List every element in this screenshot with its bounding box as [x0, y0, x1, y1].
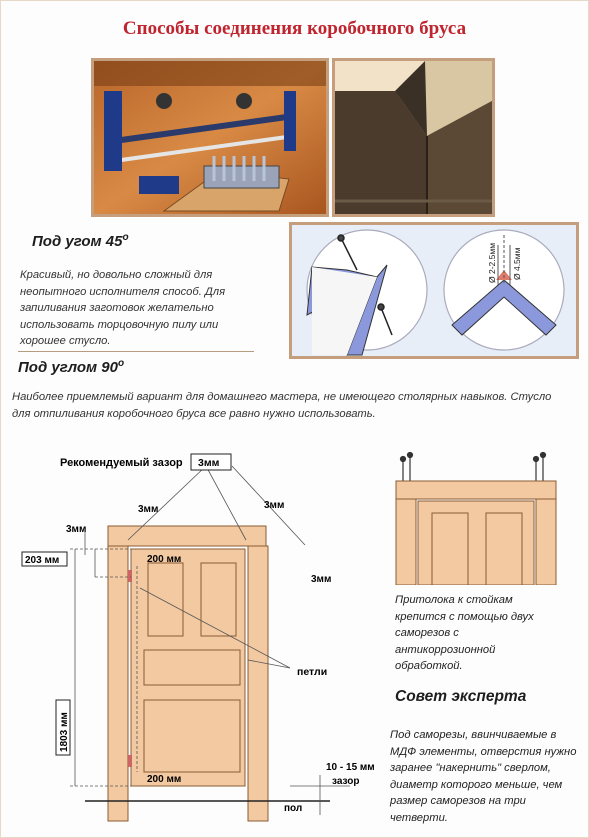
miter-saw-photo	[91, 58, 329, 217]
lintel-diagram	[388, 449, 558, 585]
floor-label: пол	[284, 803, 303, 814]
door-panel	[148, 563, 183, 636]
paragraph-45: Красивый, но довольно сложный для неопытного исполнителя способ. Для запиливания заготовок желательно использовать торцовочную пилу или хорошее стусло.	[20, 269, 226, 347]
lintel-note: Притолока к стойкам крепится с помощью двух саморезов с антикоррозионной обработкой.	[395, 594, 534, 672]
gap-top-left: 3мм	[138, 504, 159, 515]
screw-label-a: Ø 2-2.5мм	[487, 242, 497, 283]
gap-side-left: 3мм	[66, 524, 87, 535]
hinge	[128, 755, 132, 767]
dim-203: 203 мм	[25, 555, 60, 566]
heading-90-degree: о	[117, 358, 125, 369]
door-diagram	[0, 440, 390, 838]
expert-heading: Совет эксперта	[395, 688, 527, 705]
lintel-bar	[396, 481, 556, 499]
gap-top-right: 3мм	[264, 500, 285, 511]
hinge	[128, 570, 132, 582]
corner-45-photo	[332, 58, 495, 217]
door-panel	[144, 700, 240, 772]
heading-45-text: Под угом 45	[32, 233, 123, 250]
heading-45-degree: о	[122, 232, 129, 243]
hinges-label: петли	[297, 666, 328, 678]
screw-label-b: Ø 4.5мм	[512, 247, 522, 280]
expert-text: Под саморезы, ввинчиваемые в МДФ элементы, отверстия нужно заранее "накернить" сверлом, диаметр которого меньше, чем размер саморезов на три четверти.	[390, 729, 577, 824]
dim-1803: 1803 мм	[59, 712, 70, 752]
paragraph-90: Наиболее приемлемый вариант для домашнего мастера, не имеющего столярных навыков. Стусло для отпиливания коробочного бруса все равно нужно использовать.	[12, 391, 552, 420]
heading-90	[18, 358, 124, 376]
frame-jamb-right	[248, 546, 268, 821]
frame-jamb-left	[108, 546, 128, 821]
hinge-top-dim: 200 мм	[147, 554, 182, 565]
screw-detail-panel	[289, 222, 579, 359]
floor-gap-label: зазор	[332, 776, 360, 787]
divider-line	[18, 351, 254, 352]
page-title: Способы соединения коробочного бруса	[122, 18, 467, 39]
door-panel	[144, 650, 240, 685]
recommended-gap-label: Рекомендуемый зазор	[60, 457, 183, 469]
heading-45	[32, 232, 129, 250]
floor-gap-value: 10 - 15 мм	[326, 762, 375, 773]
gap-side-right: 3мм	[311, 574, 332, 585]
recommended-gap-value: 3мм	[198, 457, 220, 469]
door-panel	[201, 563, 236, 636]
hinge-bottom-dim: 200 мм	[147, 774, 182, 785]
heading-90-text: Под углом 90	[18, 359, 118, 376]
